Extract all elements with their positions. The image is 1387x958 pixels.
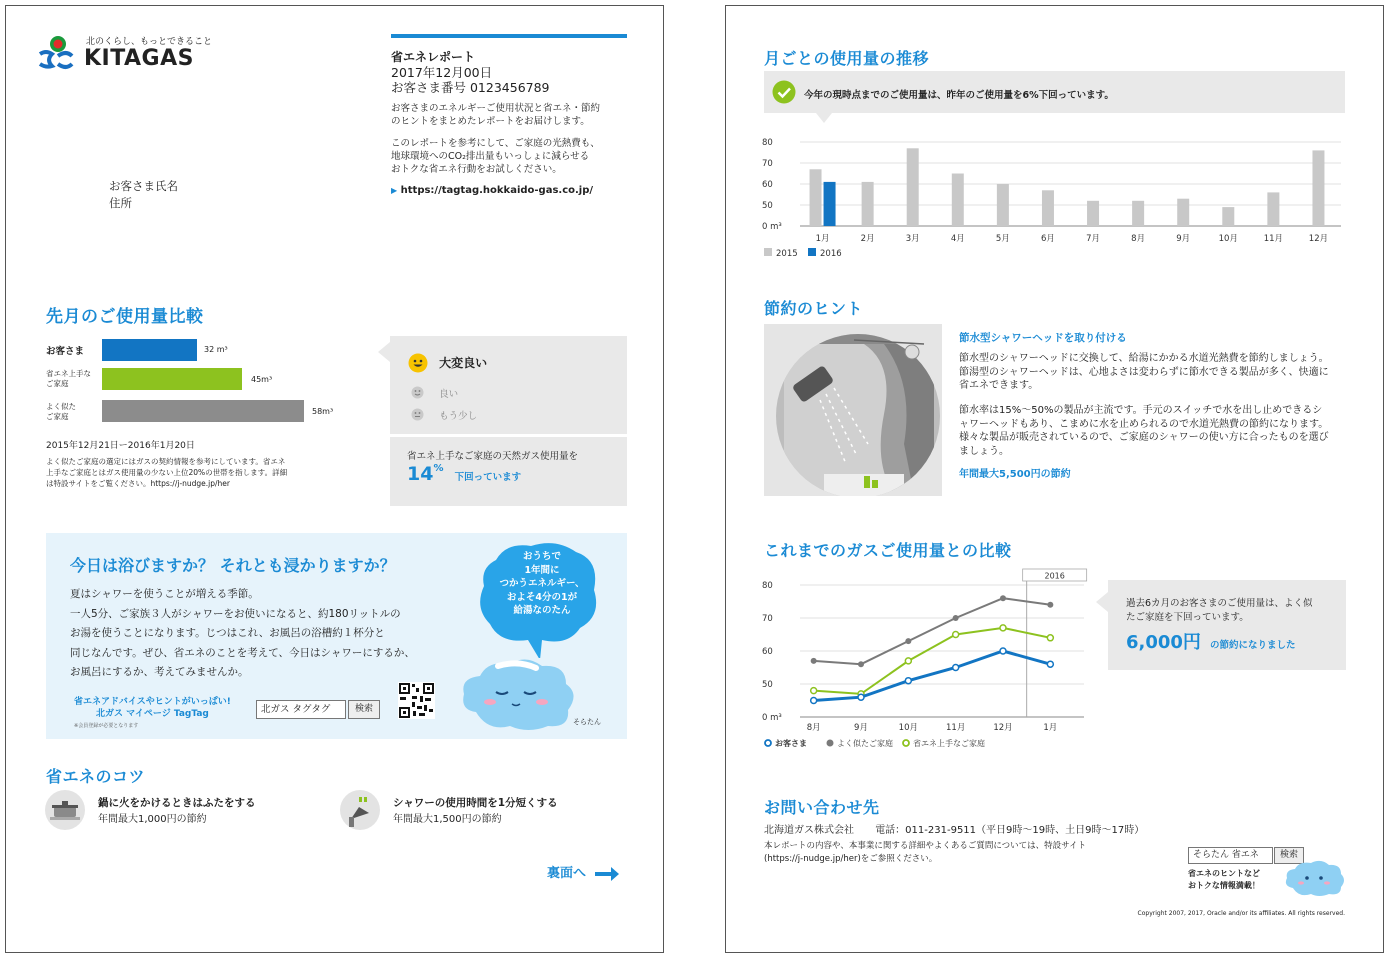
history-box — [1108, 580, 1346, 670]
bar-similar — [102, 400, 304, 422]
comparison-period: 2015年12月21日ー2016年1月20日 — [46, 441, 195, 451]
bar-2015 — [1042, 190, 1054, 226]
bath-text: 夏はシャワーを使うことが増える季節。 一人5分、ご家族３人がシャワーをお使いになると、約180リットルの お湯を使うことになります。じつはこれ、お風呂の浴槽約１杯分と 同じなんです。ぜひ、省エネのことを考えて、今日はシャワーにするか、 お風呂にするか、考えてみませんか。 — [70, 588, 415, 678]
bar-label-efficient: 省エネ上手な ご家庭 — [46, 369, 91, 388]
bar-value-customer: 32 m³ — [204, 345, 228, 354]
slight-smile-icon — [411, 386, 424, 399]
x-tick-label: 3月 — [905, 234, 920, 244]
intro-1: お客さまのエネルギーご使用状況と省エネ・節約 のヒントをまとめたレポートをお届けします。 — [391, 103, 601, 127]
contact-line — [764, 821, 1144, 836]
data-point — [858, 694, 864, 700]
bar-2015 — [862, 182, 874, 226]
tip2-title: シャワーの使用時間を1分短くする — [393, 797, 558, 809]
hint-saving: 年間最大5,500円の節約 — [959, 469, 1071, 480]
contact-promo: 省エネのヒントなど おトクな情報満載！ — [1188, 869, 1260, 890]
x-tick-label: 6月 — [1040, 234, 1055, 244]
y-tick-label: 70 — [762, 614, 773, 624]
customer-number: お客さま番号 0123456789 — [391, 80, 550, 95]
bar-2015 — [810, 169, 822, 226]
kitagas-logo-mark-icon — [36, 34, 76, 74]
tip1-title: 鍋に火をかけるときはふたをする — [98, 797, 256, 809]
data-point — [905, 678, 911, 684]
bar-label-customer: お客さま — [46, 346, 85, 357]
arrow-right-icon — [595, 867, 619, 881]
character-name: そらたん — [573, 718, 601, 726]
summary-value: 14% 下回っています — [407, 463, 522, 485]
x-tick-label: 1月 — [815, 234, 830, 244]
bath-title: 今日は浴びますか？ それとも浸かりますか？ — [70, 556, 396, 575]
legend-label: 省エネ上手なご家庭 — [913, 739, 985, 748]
header-rule — [391, 34, 627, 38]
bar-2015 — [1222, 207, 1234, 226]
legend-marker — [903, 740, 909, 746]
history-usage-chart — [756, 561, 1096, 753]
y-tick-label: 0 m³ — [762, 713, 782, 723]
tagtag-search-input[interactable]: 北ガス タグタグ — [256, 700, 346, 719]
data-point — [1000, 625, 1006, 631]
y-tick-label: 70 — [762, 159, 773, 169]
y-tick-label: 50 — [762, 680, 773, 690]
x-tick-label: 11月 — [1263, 234, 1284, 244]
arrow-right-icon: ▶ — [391, 186, 398, 195]
y-tick-label: 0 m³ — [762, 222, 782, 232]
bar-2015 — [1132, 201, 1144, 226]
bar-value-efficient: 45m³ — [251, 375, 273, 384]
legend-label: お客さま — [775, 739, 807, 748]
hint-heading: 節水型シャワーヘッドを取り付ける — [959, 332, 1127, 344]
rating-best: 大変良い — [408, 352, 487, 373]
bar-2015 — [952, 174, 964, 227]
bar-value-similar: 58m³ — [312, 407, 334, 416]
smile-face-icon — [408, 353, 428, 373]
monthly-usage-chart — [756, 132, 1356, 262]
contact-title: お問い合わせ先 — [764, 798, 880, 817]
data-point — [811, 688, 817, 694]
comparison-title: 先月のご使用量比較 — [46, 307, 204, 327]
pot-lid-icon — [44, 789, 86, 831]
x-tick-label: 10月 — [898, 723, 918, 733]
copyright: Copyright 2007, 2017, Oracle and/or its affiliates. All rights reserved. — [1137, 910, 1345, 917]
data-point — [1047, 635, 1053, 641]
bar-2015 — [1267, 192, 1279, 226]
data-point — [1000, 648, 1006, 654]
hint-paragraph-2: 節水率は15%〜50%の製品が主流です。手元のスイッチで水を出し止めできるシ ャワーヘッドもあり、こまめに水を止められるので水道光熱費の節約になります。 様々な製品が販売されているので、ご家庭のシャワーの使い方に合ったものを選び ましょう。 — [959, 405, 1329, 457]
x-tick-label: 12月 — [993, 723, 1013, 733]
x-tick-label: 2月 — [860, 234, 875, 244]
report-date: 2017年12月00日 — [391, 65, 493, 80]
rating-good: 良い — [411, 382, 458, 401]
bar-label-similar: よく似た ご家庭 — [46, 402, 76, 421]
customer-name: お客さま氏名 — [109, 179, 178, 193]
history-box-text: 過去6カ月のお客さまのご使用量は、よく似 たご家庭を下回っています。 — [1126, 598, 1313, 623]
soratan-search-input[interactable]: そらたん 省エネ — [1188, 847, 1273, 864]
bar-customer — [102, 339, 197, 361]
report-back-page — [725, 5, 1384, 953]
data-point — [953, 665, 959, 671]
company-name: 北海道ガス株式会社 — [764, 825, 854, 836]
data-point — [953, 632, 959, 638]
report-front-page — [5, 5, 664, 953]
monthly-banner-text: 今年の現時点までのご使用量は、昨年のご使用量を6%下回っています。 — [804, 90, 1114, 101]
next-page-link[interactable]: 裏面へ — [547, 862, 619, 881]
x-tick-label: 8月 — [1131, 234, 1146, 244]
y-tick-label: 80 — [762, 581, 773, 591]
data-point — [858, 661, 864, 667]
bubble-text: おうちで 1年間に つかうエネルギー、 およそ4分の1が 給湯なのたん — [499, 551, 585, 616]
data-point — [1047, 661, 1053, 667]
x-tick-label: 8月 — [806, 723, 821, 733]
legend-swatch-2015 — [764, 248, 772, 256]
y-tick-label: 80 — [762, 138, 773, 148]
x-tick-label: 5月 — [995, 234, 1010, 244]
bar-2015 — [907, 148, 919, 226]
rating-ok: もう少し — [411, 404, 477, 423]
x-tick-label: 11月 — [946, 723, 966, 733]
x-tick-label: 1月 — [1043, 723, 1058, 733]
x-tick-label: 9月 — [1176, 234, 1191, 244]
logo-tagline: 北のくらし、もっとできること — [86, 37, 213, 47]
comparison-note: よく似たご家庭の選定にはガスの契約情報を参考にしています。省エネ 上手なご家庭とはガス使用量の少ない上位20%の世帯を指します。詳細 は特設サイトをご覧ください。https://j-nudge.jp/her — [46, 457, 288, 488]
x-tick-label: 10月 — [1218, 234, 1238, 244]
advice-text: 省エネアドバイスやヒントがいっぱい! 北ガス マイページ TagTag ※会員登録が必要となります — [74, 697, 231, 729]
report-title: 省エネレポート — [391, 50, 476, 64]
legend-label-2015: 2015 — [776, 249, 798, 259]
bar-2016 — [824, 182, 836, 226]
tagtag-search-button[interactable]: 検索 — [348, 700, 380, 719]
y-tick-label: 60 — [762, 647, 773, 657]
x-tick-label: 12月 — [1308, 234, 1329, 244]
logo-name: KITAGAS — [84, 46, 194, 71]
tip2-saving: 年間最大1,500円の節約 — [393, 814, 502, 825]
data-point — [811, 658, 817, 664]
data-point — [811, 698, 817, 704]
kitagas-logo — [36, 34, 213, 74]
data-point — [953, 615, 959, 621]
intro-2: このレポートを参考にして、ご家庭の光熱費も、 地球環境へのCO₂排出量もいっしょに減らせる おトクな省エネ行動をお試しください。 — [391, 138, 600, 175]
legend-marker — [827, 740, 834, 747]
shower-head-icon — [339, 789, 381, 831]
bar-2015 — [1177, 199, 1189, 226]
bar-2015 — [1087, 201, 1099, 226]
year-marker-label: 2016 — [1044, 571, 1065, 581]
legend-marker — [765, 740, 771, 746]
soratan-cloud-character-icon — [458, 652, 578, 732]
contact-phone: 電話：011-231-9511（平日9時〜19時、土日9時〜17時） — [875, 825, 1145, 836]
bar-2015 — [1312, 150, 1324, 226]
contact-note: 本レポートの内容や、本事業に関する詳細やよくあるご質問については、特設サイト (https://j-nudge.jp/her)をご参照ください。 — [764, 841, 1087, 864]
rating-pointer — [378, 342, 390, 362]
x-tick-label: 4月 — [950, 234, 965, 244]
data-point — [1047, 602, 1053, 608]
rating-divider — [390, 434, 627, 437]
qr-code-icon[interactable] — [398, 682, 435, 719]
shower-hint-illustration — [764, 324, 942, 496]
history-title: これまでのガスご使用量との比較 — [764, 541, 1012, 560]
soratan-search-button[interactable]: 検索 — [1274, 847, 1304, 864]
customer-address: 住所 — [109, 196, 132, 210]
banner-pointer — [816, 113, 832, 123]
summary-text: 省エネ上手なご家庭の天然ガス使用量を — [407, 451, 579, 462]
data-point — [905, 638, 911, 644]
x-tick-label: 9月 — [854, 723, 868, 733]
data-point — [905, 658, 911, 664]
address-block — [109, 178, 178, 212]
soratan-small-cloud-icon — [1283, 858, 1347, 898]
tip1-saving: 年間最大1,000円の節約 — [98, 814, 207, 825]
y-tick-label: 60 — [762, 180, 773, 190]
bar-2015 — [997, 184, 1009, 226]
tips-title: 省エネのコツ — [46, 767, 146, 786]
hint-paragraph-1: 節水型のシャワーヘッドに交換して、給湯にかかる水道光熱費を節約しましょう。 節湯型のシャワーヘッドは、心地よさは変わらずに節水できる製品が多く、快適に 省エネできます。 — [959, 353, 1329, 391]
data-point — [1000, 595, 1006, 601]
y-tick-label: 50 — [762, 201, 773, 211]
x-tick-label: 7月 — [1086, 234, 1101, 244]
report-url-link[interactable]: ▶ https://tagtag.hokkaido-gas.co.jp/ — [391, 185, 594, 196]
legend-swatch-2016 — [808, 248, 816, 256]
legend-label: よく似たご家庭 — [837, 739, 893, 748]
neutral-face-icon — [411, 408, 424, 421]
bar-efficient — [102, 368, 242, 390]
hint-title: 節約のヒント — [764, 299, 864, 318]
monthly-title: 月ごとの使用量の推移 — [764, 49, 930, 68]
legend-label-2016: 2016 — [820, 249, 842, 259]
history-saving: 6,000円 の節約になりました — [1126, 632, 1296, 653]
comparison-bars — [46, 339, 386, 429]
check-circle-icon — [772, 80, 796, 104]
history-pointer — [1096, 592, 1108, 612]
